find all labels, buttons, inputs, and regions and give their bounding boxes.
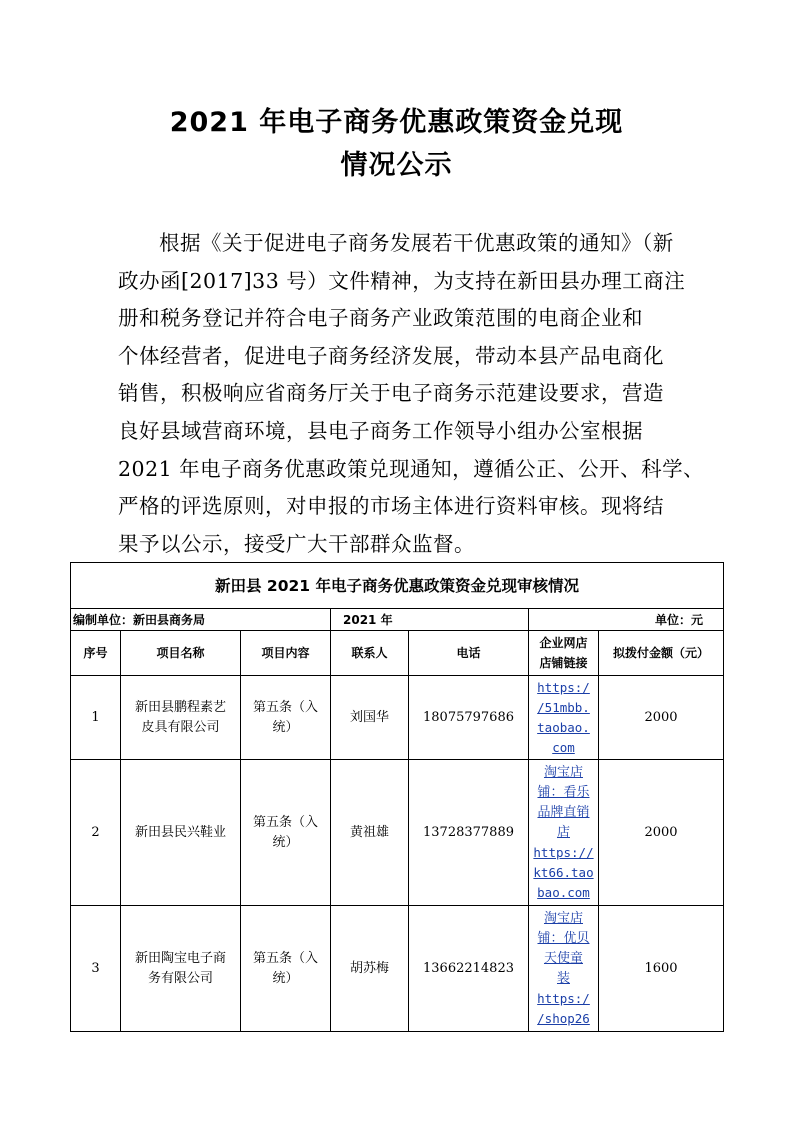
table-row [71, 906, 724, 1032]
paragraph-line: 果予以公示，接受广大干部群众监督。 [118, 531, 475, 556]
row-project-name: 新田县民兴鞋业 [121, 760, 241, 906]
shop-link[interactable]: 淘宝店 铺：看乐 品牌直销 店 https:// kt66.tao bao.com [529, 760, 599, 906]
row-project-content: 第五条（入 统） [241, 676, 331, 760]
header-shop-link: 企业网店 店铺链接 [529, 631, 599, 676]
row-contact: 黄祖雄 [331, 760, 409, 906]
paragraph-line: 个体经营者，促进电子商务经济发展，带动本县产品电商化 [118, 343, 664, 368]
paragraph-line: 册和税务登记并符合电子商务产业政策范围的电商企业和 [118, 306, 643, 331]
table-year: 2021 年 [331, 609, 529, 631]
header-project-name: 项目名称 [121, 631, 241, 676]
row-project-content: 第五条（入 统） [241, 760, 331, 906]
row-contact: 胡苏梅 [331, 906, 409, 1032]
compiling-unit: 编制单位：新田县商务局 [71, 609, 331, 631]
row-amount: 2000 [599, 676, 724, 760]
table-row [71, 760, 724, 906]
document-title-line1: 2021 年电子商务优惠政策资金兑现 [169, 107, 624, 138]
header-amount: 拟拨付金额（元） [599, 631, 724, 676]
row-amount: 1600 [599, 906, 724, 1032]
intro-paragraph [118, 225, 705, 563]
table-caption: 新田县 2021 年电子商务优惠政策资金兑现审核情况 [71, 563, 724, 609]
row-seq: 1 [71, 676, 121, 760]
row-seq: 2 [71, 760, 121, 906]
header-project-content: 项目内容 [241, 631, 331, 676]
row-phone: 13728377889 [409, 760, 529, 906]
subsidy-table [70, 562, 724, 1032]
row-phone: 13662214823 [409, 906, 529, 1032]
currency-unit: 单位：元 [529, 609, 724, 631]
paragraph-line: 销售，积极响应省商务厅关于电子商务示范建设要求，营造 [118, 381, 664, 406]
shop-link[interactable]: https:/ /51mbb. taobao. com [529, 676, 599, 760]
header-phone: 电话 [409, 631, 529, 676]
paragraph-line: 根据《关于促进电子商务发展若干优惠政策的通知》（新 [159, 231, 674, 255]
row-project-content: 第五条（入 统） [241, 906, 331, 1032]
row-seq: 3 [71, 906, 121, 1032]
paragraph-line: 严格的评选原则，对申报的市场主体进行资料审核。现将结 [118, 494, 664, 519]
row-amount: 2000 [599, 760, 724, 906]
table-header-row [71, 631, 724, 676]
header-contact: 联系人 [331, 631, 409, 676]
table-row [71, 676, 724, 760]
row-phone: 18075797686 [409, 676, 529, 760]
paragraph-line: 政办函[2017]33 号）文件精神，为支持在新田县办理工商注 [118, 268, 686, 293]
row-contact: 刘国华 [331, 676, 409, 760]
paragraph-line: 良好县域营商环境，县电子商务工作领导小组办公室根据 [118, 418, 643, 443]
document-title-line2: 情况公示 [340, 150, 453, 181]
row-project-name: 新田陶宝电子商 务有限公司 [121, 906, 241, 1032]
shop-link[interactable]: 淘宝店 铺：优贝 天使童 装 https:/ /shop26 [529, 906, 599, 1032]
header-seq: 序号 [71, 631, 121, 676]
paragraph-line: 2021 年电子商务优惠政策兑现通知，遵循公正、公开、科学、 [118, 456, 705, 481]
row-project-name: 新田县鹏程素艺 皮具有限公司 [121, 676, 241, 760]
